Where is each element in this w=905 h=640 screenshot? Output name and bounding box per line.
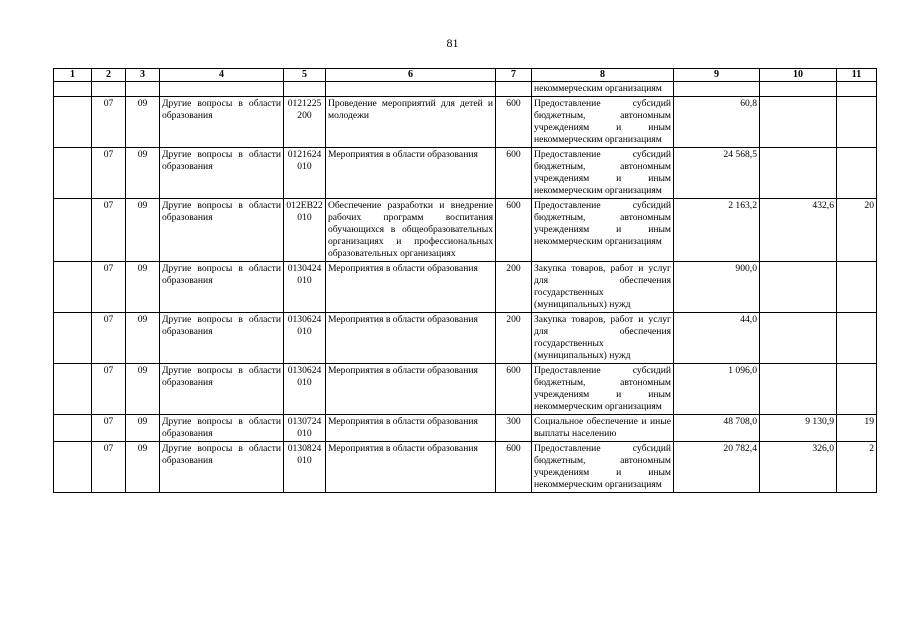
header-cell: 7 [496,69,532,82]
cell-program-name: Мероприятия в области образования [326,364,496,415]
cell-amount: 2 163,2 [674,199,760,262]
cell-section-name: Другие вопросы в области образования [160,364,284,415]
cell-target-code: 0121225200 [284,97,326,148]
cell-section-name: Другие вопросы в области образования [160,97,284,148]
table-row [54,97,877,148]
cell-col11 [837,148,877,199]
cell-section: 07 [92,148,126,199]
cell-section: 07 [92,415,126,442]
cell-target-code: 0130624010 [284,364,326,415]
cell-section-name: Другие вопросы в области образования [160,148,284,199]
header-cell: 8 [532,69,674,82]
header-cell: 9 [674,69,760,82]
cell-amount: 60,8 [674,97,760,148]
cell-col1 [54,442,92,493]
cell-amount: 48 708,0 [674,415,760,442]
cell-expense-type: 300 [496,415,532,442]
table-row [54,148,877,199]
cell-amount: 900,0 [674,262,760,313]
cell-col10: 432,6 [760,199,837,262]
cell-col1 [54,415,92,442]
table-row [54,364,877,415]
cell-section: 07 [92,97,126,148]
cell-section: 07 [92,364,126,415]
table-row [54,313,877,364]
cell-col10 [760,364,837,415]
cell-subsection: 09 [126,262,160,313]
cell-col11: 19 [837,415,877,442]
header-cell: 4 [160,69,284,82]
cell-col1 [54,199,92,262]
cell-subsection: 09 [126,313,160,364]
cell-section-name: Другие вопросы в области образования [160,313,284,364]
budget-table [53,68,877,493]
header-cell: 3 [126,69,160,82]
cell-subsection: 09 [126,148,160,199]
cell-amount: 24 568,5 [674,148,760,199]
cell-expense-name: Предоставление субсидий бюджетным, автономным учреждениям и иным некоммерческим организациям [532,148,674,199]
cell-section: 07 [92,262,126,313]
cell-subsection: 09 [126,442,160,493]
cell-target-code: 0130824010 [284,442,326,493]
cell-expense-type: 600 [496,442,532,493]
cell-expense-name: Предоставление субсидий бюджетным, автономным учреждениям и иным некоммерческим организациям [532,199,674,262]
cell-target-code: 0130424010 [284,262,326,313]
continuation-text: некоммерческим организациям [532,82,674,97]
cell-expense-name: Предоставление субсидий бюджетным, автономным учреждениям и иным некоммерческим организациям [532,442,674,493]
cell-program-name: Обеспечение разработки и внедрение рабочих программ воспитания обучающихся в общеобразовательных организациях и профессиональных образовательных организациях [326,199,496,262]
cell-col1 [54,97,92,148]
cell-col11 [837,262,877,313]
cell-expense-type: 200 [496,262,532,313]
cell-col11 [837,313,877,364]
cell-expense-name: Закупка товаров, работ и услуг для обеспечения государственных (муниципальных) нужд [532,262,674,313]
cell-subsection: 09 [126,97,160,148]
table-row [54,442,877,493]
cell-target-code: 012EB22010 [284,199,326,262]
cell-section: 07 [92,313,126,364]
table-row [54,199,877,262]
cell-expense-name: Предоставление субсидий бюджетным, автономным учреждениям и иным некоммерческим организациям [532,364,674,415]
cell-program-name: Проведение мероприятий для детей и молодежи [326,97,496,148]
cell-col1 [54,364,92,415]
cell-program-name: Мероприятия в области образования [326,313,496,364]
cell-section: 07 [92,442,126,493]
cell-col11: 20 [837,199,877,262]
header-cell: 11 [837,69,877,82]
cell-col1 [54,148,92,199]
header-cell: 1 [54,69,92,82]
cell-col11 [837,97,877,148]
cell-amount: 44,0 [674,313,760,364]
cell-section-name: Другие вопросы в области образования [160,262,284,313]
cell-target-code: 0130624010 [284,313,326,364]
table-row [54,262,877,313]
cell-program-name: Мероприятия в области образования [326,415,496,442]
header-cell: 10 [760,69,837,82]
cell-program-name: Мероприятия в области образования [326,262,496,313]
cell-expense-name: Закупка товаров, работ и услуг для обеспечения государственных (муниципальных) нужд [532,313,674,364]
cell-program-name: Мероприятия в области образования [326,442,496,493]
cell-expense-name: Социальное обеспечение и иные выплаты населению [532,415,674,442]
cell-amount: 1 096,0 [674,364,760,415]
cell-section-name: Другие вопросы в области образования [160,415,284,442]
header-cell: 5 [284,69,326,82]
cell-col10 [760,262,837,313]
cell-col11: 2 [837,442,877,493]
page-number: 81 [446,36,459,50]
table-row [54,415,877,442]
cell-subsection: 09 [126,415,160,442]
cell-col1 [54,313,92,364]
cell-expense-type: 600 [496,199,532,262]
continuation-row [54,82,877,97]
cell-subsection: 09 [126,199,160,262]
cell-col10 [760,313,837,364]
cell-section-name: Другие вопросы в области образования [160,442,284,493]
cell-section: 07 [92,199,126,262]
cell-col10: 326,0 [760,442,837,493]
cell-section-name: Другие вопросы в области образования [160,199,284,262]
cell-expense-type: 600 [496,148,532,199]
cell-expense-type: 600 [496,97,532,148]
cell-col10 [760,148,837,199]
cell-target-code: 0121624010 [284,148,326,199]
cell-expense-name: Предоставление субсидий бюджетным, автономным учреждениям и иным некоммерческим организациям [532,97,674,148]
cell-col10: 9 130,9 [760,415,837,442]
header-row [54,69,877,82]
cell-col10 [760,97,837,148]
cell-program-name: Мероприятия в области образования [326,148,496,199]
cell-subsection: 09 [126,364,160,415]
cell-amount: 20 782,4 [674,442,760,493]
cell-target-code: 0130724010 [284,415,326,442]
cell-expense-type: 200 [496,313,532,364]
cell-expense-type: 600 [496,364,532,415]
header-cell: 2 [92,69,126,82]
header-cell: 6 [326,69,496,82]
cell-col11 [837,364,877,415]
cell-col1 [54,262,92,313]
